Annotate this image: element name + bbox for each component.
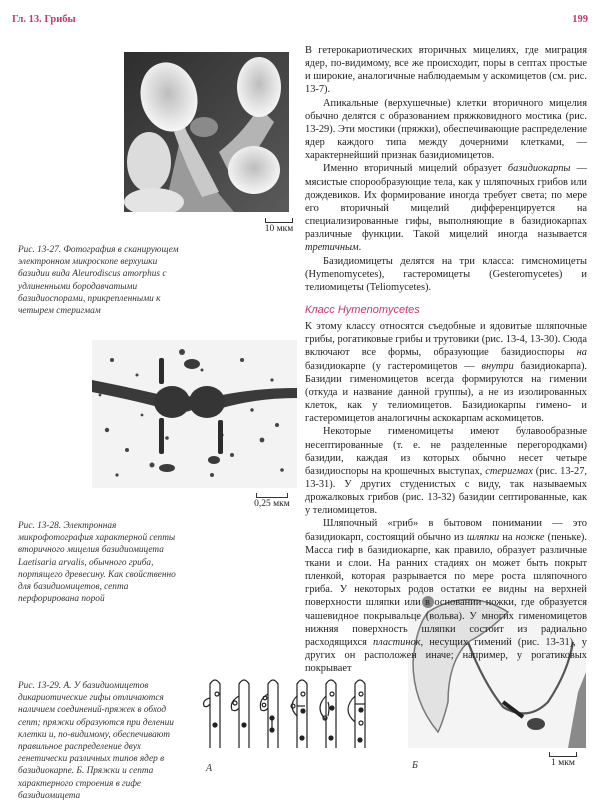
scale-bar-13-28	[248, 493, 296, 509]
term-cap: шляпки	[466, 531, 500, 543]
term-gills: пластинок	[372, 636, 421, 648]
scale-label: 0,25 мкм	[254, 499, 290, 509]
hypha-stage-1	[204, 680, 220, 748]
scale-label: 1 мкм	[551, 758, 575, 768]
hypha-stage-4	[291, 680, 307, 748]
clamp-connection-diagrams	[198, 678, 378, 768]
term-tertiary: третичным	[305, 242, 359, 254]
emphasis: на	[576, 347, 587, 359]
figure-13-29a-diagram	[198, 678, 378, 768]
figure-13-27-photo	[124, 52, 289, 212]
emphasis: внутри	[481, 360, 514, 372]
figure-13-27-caption: Рис. 13-27. Фотография в сканирующем электронном микроскопе верхушки базидии вида Aleurodiscus amorphus с удлиненными бородавчатыми базидиоспорами, прикрепленными к четырем стеригмам	[18, 245, 179, 317]
section-heading: Класс Hymenomycetes	[305, 303, 420, 316]
figure-label-a: А	[206, 763, 213, 774]
sem-basidium-image	[124, 52, 289, 212]
text-run: Именно вторичный мицелий образует	[323, 163, 508, 175]
paragraph	[305, 162, 587, 254]
scale-label: 10 мкм	[264, 224, 294, 234]
scale-bar-13-27	[262, 218, 296, 234]
term-sterigmata: стеригмах	[485, 465, 533, 477]
hypha-stage-3	[260, 680, 278, 748]
text-run: К этому классу относятся съедобные и ядовитые шляпочные грибы, рогатиковые грибы и трутовики (рис. 13-4, 13-30). Сюда включают все формы, образующие базидиоспоры	[305, 321, 587, 359]
paragraph	[305, 320, 587, 425]
hypha-stage-5	[320, 680, 336, 748]
text-run: (пеньке). Масса гиф в базидиокарпе, как правило, образует различные ткани и слои. На ранних стадиях он может быть покрыт пленкой, которая разрывается по мере роста шляпочного гриба. У некоторых родов остатки ее видны на верхней поверхности шляпки или в основании ножки, где образуется чашевидное покрывальце (вольва). У многих гименомицетов нижняя поверхность шляпки состоит из радиально расходящихся	[305, 531, 587, 648]
page-number: 199	[572, 14, 588, 25]
paragraph: В гетерокариотических вторичных мицелиях, где миграция ядер, по-видимому, все же происходит, поры в септах простые и широкие, аналогичные наблюдаемым у аскомицетов (см. рис. 13-7).	[305, 45, 587, 96]
text-run: базидиокарпе (у гастеромицетов —	[305, 360, 482, 372]
hypha-stage-6	[348, 680, 365, 748]
figure-13-28-caption: Рис. 13-28. Электронная микрофотография характерной септы вторичного мицелия базидиомицета Laetisaria arvalis, обычного гриба, портящего древесину. Как свойственно для базидиомицетов, септа перфорирована порой	[18, 521, 176, 605]
body-text-column	[305, 44, 587, 675]
running-head: Гл. 13. Грибы	[12, 14, 76, 25]
figure-13-28-photo	[92, 340, 297, 488]
figure-13-29-caption: Рис. 13-29. А. У базидиомицетов дикариотические гифы отличаются наличием соединений-пряжек в обход септ; пряжки образуются при делении клетки и, по-видимому, обеспечивают правильное распределение двух генетически различных типов ядер в базидиокарпе. Б. Пряжки и септа характерного строения в гифе базидиомицета	[18, 681, 174, 801]
term-stalk: ножке	[515, 531, 545, 543]
text-run: , несущих гимений (рис. 13-31), у других он расположен иначе; например, у рогатиковых покрывает	[305, 636, 587, 675]
figure-label-b: Б	[412, 760, 418, 771]
text-run: — мясистые спорообразующие тела, как у шляпочных грибов или дождевиков. Их формирование иногда требует света; по мере его вторичный мицелий дифференцируется на специализированные гифы, выполняющие в базидиокарпах различные функции. Такой мицелий иногда называется	[305, 163, 587, 241]
septum-micrograph-image	[92, 340, 297, 488]
term-basidiocarps: базидиокарпы	[507, 163, 571, 175]
paragraph: Апикальные (верхушечные) клетки вторичного мицелия обычно делятся с образованием пряжковидного мостика (рис. 13-29). Эти мостики (пряжки), обеспечивающие распределение ядер каждого типа между дочерними клетками, — характернейший признак базидиомицетов.	[305, 97, 587, 162]
text-run: Шляпочный «гриб» в бытовом понимании — это базидиокарп, состоящий обычно из	[305, 518, 587, 543]
scale-bar-13-29b	[546, 752, 580, 768]
text-run: на	[499, 531, 516, 543]
text-run: базидиокарпа). Базидии гименомицетов всегда формируются на гимении (откуда и название данной группы), а не из изолированных клеток, как у телиомицетов. Базидиокарпы гимено- и гастеромицетов аналогичны аскокарпам аскомицетов.	[305, 360, 587, 425]
text-run: (рис. 13-27, 13-31). У других студенистых с виду, так называемых дрожалковых грибов (рис. 13-32) базидии септированные, как у телиомицетов.	[305, 465, 587, 517]
paragraph: Базидиомицеты делятся на три класса: гимсномицеты (Hymenomycetes), гастеромицеты (Gesteromycetes) и телиомицеты (Teliomycetes).	[305, 255, 587, 293]
paragraph	[305, 517, 587, 675]
text-run: .	[358, 242, 362, 254]
hypha-stage-2	[231, 680, 249, 748]
paragraph	[305, 425, 587, 517]
text-run: Некоторые гименомицеты имеют булавообразные несептированные (т. е. не разделенные перегородками) базидии, каждая из которых обычно несет четыре базидиоспоры на крошечных выступах,	[305, 426, 587, 477]
